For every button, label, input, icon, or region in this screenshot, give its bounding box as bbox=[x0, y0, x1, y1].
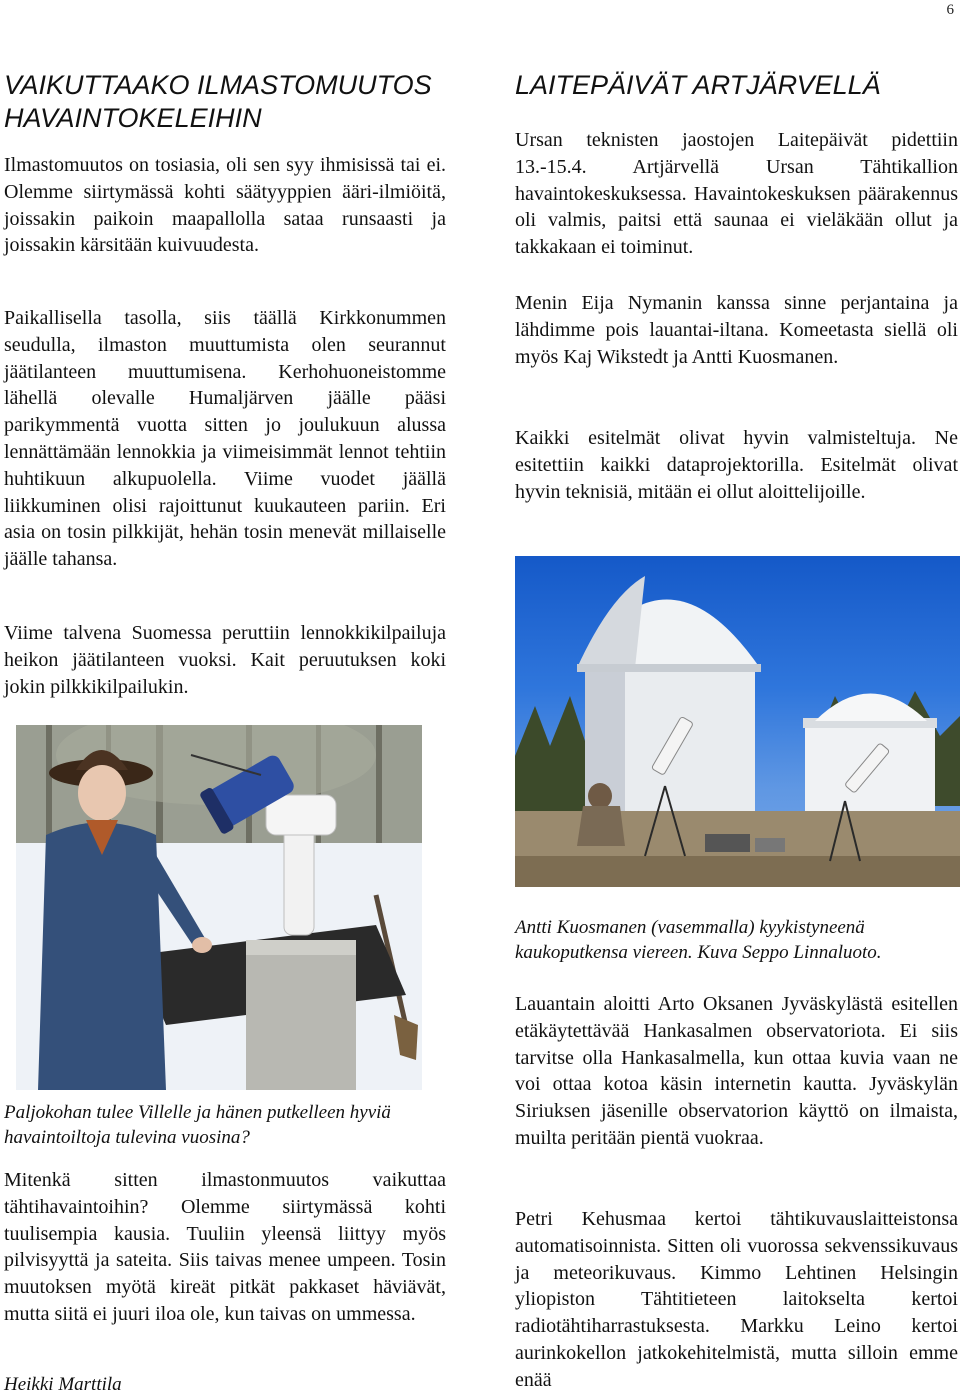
paragraph-petri-kehusmaa: Petri Kehusmaa kertoi tähtikuvauslaitteistonsa automatisoinnista. Sitten oli vuorossa sekvenssikuvaus ja meteorikuvaus. Kimmo Lehtinen Helsingin yliopiston Tähtitieteen laitokselta kertoi radiotähtiharrastuksesta. Markku Leino kertoi aurinkokellon jatkokehitelmistä, mutta silloin emme enää bbox=[515, 1208, 958, 1391]
page-number: 6 bbox=[946, 2, 954, 18]
photo-caption-antti: Antti Kuosmanen (vasemmalla) kyykistyneenä kaukoputkensa viereen. Kuva Seppo Linnaluoto. bbox=[515, 917, 882, 963]
paragraph-hankasalmi: Lauantain aloitti Arto Oksanen Jyväskylästä esitellen etäkäytettävää Hankasalmen observatoriota. Ei siis tarvitse olla Hankasalmella, kun ottaa kuvia vaan ne voi ottaa kotoa käsin internetin kautta. Jyväskylän Siriuksen jäsenille observatorion käyttö on ilmaista, muilta peritään pientä vuokraa. bbox=[515, 993, 958, 1149]
paragraph-cancelled-contests: Viime talvena Suomessa peruttiin lennokkikilpailuja heikon jäätilanteen vuoksi. Kait peruutuksen koki jokin pilkkikilpailukin. bbox=[4, 622, 446, 698]
photo-ville-telescope bbox=[16, 725, 422, 1090]
paragraph-climate-observing: Mitenkä sitten ilmastonmuutos vaikuttaa tähtihavaintoihin? Olemme siirtymässä kohti tuulisempia kausia. Tuuliin yleensä liittyy myös pilvisyyttä ja sateita. Siis taivas menee umpeen. Tosin muutoksen myötä kireät pitkät pakkaset häviävät, mutta siitä ei juuri iloa ole, kun taivas on ummessa. bbox=[4, 1169, 446, 1325]
title-line-1: VAIKUTTAAKO ILMASTOMUUTOS bbox=[4, 70, 432, 100]
paragraph-climate-intro: Ilmastomuutos on tosiasia, oli sen syy ihmisissä tai ei. Olemme siirtymässä kohti säätyyppien ääri-ilmiöitä, joissakin paikoin maapallolla sataa runsaasti ja joissakin kärsitään kuivuudesta. bbox=[4, 154, 446, 257]
article-title-climate bbox=[4, 69, 432, 135]
photo-observatory bbox=[515, 556, 960, 887]
paragraph-presentations: Kaikki esitelmät olivat hyvin valmisteltuja. Ne esitettiin kaikki dataprojektorilla. Esitelmät olivat hyvin teknisiä, mitään ei ollut aloittelijoille. bbox=[515, 427, 958, 503]
photo-ville-drawing bbox=[16, 725, 422, 1090]
paragraph-laitepaivat-intro: Ursan teknisten jaostojen Laitepäivät pidettiin 13.-15.4. Artjärvellä Ursan Tähtikallion havaintokeskuksessa. Havaintokeskuksen päärakennus oli valmis, paitsi että saunaa ei vieläkään ollut ja takkakaan ei toiminut. bbox=[515, 129, 958, 259]
author-signature: Heikki Marttila bbox=[4, 1374, 122, 1395]
paragraph-travel: Menin Eija Nymanin kanssa sinne perjantaina ja lähdimme pois lauantai-iltana. Komeetasta siellä oli myös Kaj Wikstedt ja Antti Kuosmanen. bbox=[515, 292, 958, 368]
paragraph-local-ice: Paikallisella tasolla, siis täällä Kirkkonummen seudulla, ilmaston muuttumista olen seurannut jäätilanteen muuttumisena. Kerhohuoneistomme lähellä olevalle Humaljärven jäälle pääsi parikymmentä vuotta sitten jo joulukuun alussa lennättämään lennokkia ja viimeisimmät lennot tehtiin huhtikuun alkupuolella. Viime vuodet jäällä liikkuminen olisi rajoittunut kuukauteen pariin. Eri asia on tosin pilkkijät, hehän tosin menevät millaiselle jäälle tahansa. bbox=[4, 307, 446, 571]
photo-observatory-drawing bbox=[515, 556, 960, 887]
title-line-2: HAVAINTOKELEIHIN bbox=[4, 103, 262, 133]
photo-caption-ville: Paljokohan tulee Villelle ja hänen putkelleen hyviä havaintoiltoja tulevina vuosina? bbox=[4, 1102, 391, 1148]
article-title-laitepaivat: LAITEPÄIVÄT ARTJÄRVELLÄ bbox=[515, 70, 881, 100]
